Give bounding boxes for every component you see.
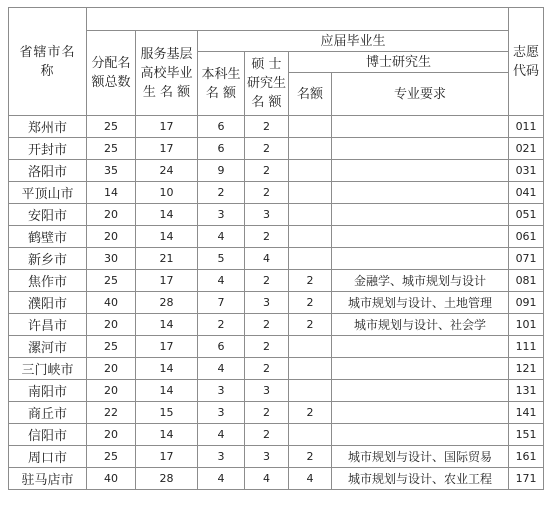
header-province-city xyxy=(9,8,87,116)
bachelor-cell: 3 xyxy=(198,380,245,402)
city-cell: 商丘市 xyxy=(9,402,87,424)
city-cell: 鹤壁市 xyxy=(9,226,87,248)
master-cell: 2 xyxy=(245,182,289,204)
bachelor-cell: 4 xyxy=(198,468,245,490)
table-row xyxy=(9,160,544,182)
header-grassroots-line2: 高校毕业 xyxy=(140,65,193,81)
header-quota-total xyxy=(87,31,136,116)
table-row xyxy=(9,468,544,490)
total-cell: 22 xyxy=(87,402,136,424)
table-row xyxy=(9,314,544,336)
phd-quota-cell xyxy=(289,424,332,446)
phd-quota-cell xyxy=(289,226,332,248)
major-cell xyxy=(332,248,509,270)
header-province-city-line2: 称 xyxy=(40,63,55,79)
phd-quota-cell xyxy=(289,380,332,402)
code-cell: 081 xyxy=(509,270,544,292)
city-cell: 南阳市 xyxy=(9,380,87,402)
bachelor-cell: 3 xyxy=(198,446,245,468)
master-cell: 2 xyxy=(245,424,289,446)
major-cell: 城市规划与设计、土地管理 xyxy=(332,292,509,314)
grassroots-cell: 17 xyxy=(136,116,198,138)
phd-quota-cell: 2 xyxy=(289,292,332,314)
header-master-line3: 名 额 xyxy=(251,95,282,110)
quota-table xyxy=(8,7,544,490)
city-cell: 信阳市 xyxy=(9,424,87,446)
code-cell: 091 xyxy=(509,292,544,314)
total-cell: 25 xyxy=(87,336,136,358)
table-row xyxy=(9,446,544,468)
total-cell: 35 xyxy=(87,160,136,182)
table-row xyxy=(9,226,544,248)
header-graduates: 应届毕业生 xyxy=(198,31,509,52)
code-cell: 161 xyxy=(509,446,544,468)
grassroots-cell: 21 xyxy=(136,248,198,270)
city-cell: 濮阳市 xyxy=(9,292,87,314)
total-cell: 20 xyxy=(87,204,136,226)
table-row xyxy=(9,182,544,204)
master-cell: 2 xyxy=(245,160,289,182)
code-cell: 071 xyxy=(509,248,544,270)
phd-quota-cell: 2 xyxy=(289,446,332,468)
grassroots-cell: 17 xyxy=(136,138,198,160)
header-bachelor-line2: 名 额 xyxy=(205,85,237,101)
major-cell: 城市规划与设计、社会学 xyxy=(332,314,509,336)
city-cell: 周口市 xyxy=(9,446,87,468)
major-cell: 城市规划与设计、国际贸易 xyxy=(332,446,509,468)
code-cell: 051 xyxy=(509,204,544,226)
code-cell: 131 xyxy=(509,380,544,402)
master-cell: 3 xyxy=(245,380,289,402)
code-cell: 151 xyxy=(509,424,544,446)
major-cell xyxy=(332,204,509,226)
total-cell: 40 xyxy=(87,468,136,490)
header-quota-total-line2: 额总数 xyxy=(91,75,131,90)
header-province-city-line1: 省辖市名 xyxy=(19,44,76,60)
bachelor-cell: 6 xyxy=(198,336,245,358)
header-bachelor xyxy=(198,52,245,116)
header-phd: 博士研究生 xyxy=(289,52,509,73)
major-cell xyxy=(332,160,509,182)
table-row xyxy=(9,358,544,380)
major-cell: 金融学、城市规划与设计 xyxy=(332,270,509,292)
header-master-line2: 研究生 xyxy=(246,76,286,91)
table-body xyxy=(9,116,544,490)
code-cell: 031 xyxy=(509,160,544,182)
code-cell: 101 xyxy=(509,314,544,336)
city-cell: 安阳市 xyxy=(9,204,87,226)
bachelor-cell: 2 xyxy=(198,182,245,204)
master-cell: 4 xyxy=(245,248,289,270)
grassroots-cell: 10 xyxy=(136,182,198,204)
phd-quota-cell xyxy=(289,138,332,160)
grassroots-cell: 15 xyxy=(136,402,198,424)
grassroots-cell: 14 xyxy=(136,226,198,248)
master-cell: 2 xyxy=(245,402,289,424)
grassroots-cell: 17 xyxy=(136,446,198,468)
grassroots-cell: 14 xyxy=(136,380,198,402)
header-master xyxy=(245,52,289,116)
code-cell: 061 xyxy=(509,226,544,248)
bachelor-cell: 4 xyxy=(198,270,245,292)
code-cell: 171 xyxy=(509,468,544,490)
phd-quota-cell xyxy=(289,182,332,204)
code-cell: 021 xyxy=(509,138,544,160)
phd-quota-cell: 2 xyxy=(289,402,332,424)
header-phd-quota: 名额 xyxy=(289,73,332,116)
header-master-line1: 硕 士 xyxy=(251,57,282,72)
phd-quota-cell xyxy=(289,160,332,182)
city-cell: 焦作市 xyxy=(9,270,87,292)
master-cell: 3 xyxy=(245,292,289,314)
bachelor-cell: 3 xyxy=(198,402,245,424)
master-cell: 2 xyxy=(245,336,289,358)
major-cell xyxy=(332,116,509,138)
grassroots-cell: 14 xyxy=(136,204,198,226)
grassroots-cell: 17 xyxy=(136,270,198,292)
master-cell: 2 xyxy=(245,314,289,336)
master-cell: 2 xyxy=(245,138,289,160)
major-cell xyxy=(332,424,509,446)
header-blank xyxy=(87,8,509,31)
phd-quota-cell xyxy=(289,358,332,380)
bachelor-cell: 4 xyxy=(198,226,245,248)
table-row xyxy=(9,138,544,160)
master-cell: 2 xyxy=(245,270,289,292)
total-cell: 14 xyxy=(87,182,136,204)
city-cell: 开封市 xyxy=(9,138,87,160)
table-row xyxy=(9,270,544,292)
table-row xyxy=(9,116,544,138)
header-grassroots-line1: 服务基层 xyxy=(140,46,193,62)
grassroots-cell: 28 xyxy=(136,468,198,490)
phd-quota-cell xyxy=(289,204,332,226)
master-cell: 4 xyxy=(245,468,289,490)
table-header xyxy=(9,8,544,116)
table-row xyxy=(9,336,544,358)
total-cell: 25 xyxy=(87,446,136,468)
bachelor-cell: 4 xyxy=(198,424,245,446)
major-cell xyxy=(332,138,509,160)
major-cell xyxy=(332,402,509,424)
table-row xyxy=(9,204,544,226)
total-cell: 25 xyxy=(87,116,136,138)
major-cell xyxy=(332,380,509,402)
bachelor-cell: 6 xyxy=(198,138,245,160)
grassroots-cell: 14 xyxy=(136,424,198,446)
bachelor-cell: 4 xyxy=(198,358,245,380)
total-cell: 20 xyxy=(87,314,136,336)
master-cell: 2 xyxy=(245,116,289,138)
city-cell: 郑州市 xyxy=(9,116,87,138)
city-cell: 漯河市 xyxy=(9,336,87,358)
master-cell: 2 xyxy=(245,226,289,248)
bachelor-cell: 3 xyxy=(198,204,245,226)
master-cell: 2 xyxy=(245,358,289,380)
phd-quota-cell xyxy=(289,116,332,138)
bachelor-cell: 7 xyxy=(198,292,245,314)
total-cell: 20 xyxy=(87,358,136,380)
code-cell: 041 xyxy=(509,182,544,204)
table-row xyxy=(9,380,544,402)
total-cell: 30 xyxy=(87,248,136,270)
bachelor-cell: 9 xyxy=(198,160,245,182)
header-grassroots-line3: 生 名 额 xyxy=(142,84,191,100)
city-cell: 三门峡市 xyxy=(9,358,87,380)
master-cell: 3 xyxy=(245,446,289,468)
header-quota-total-line1: 分配名 xyxy=(91,56,131,71)
total-cell: 40 xyxy=(87,292,136,314)
header-code-line1: 志愿 xyxy=(513,44,540,60)
header-grassroots xyxy=(136,31,198,116)
city-cell: 新乡市 xyxy=(9,248,87,270)
grassroots-cell: 24 xyxy=(136,160,198,182)
major-cell: 城市规划与设计、农业工程 xyxy=(332,468,509,490)
city-cell: 许昌市 xyxy=(9,314,87,336)
code-cell: 141 xyxy=(509,402,544,424)
table-row xyxy=(9,402,544,424)
bachelor-cell: 2 xyxy=(198,314,245,336)
grassroots-cell: 14 xyxy=(136,358,198,380)
table-row xyxy=(9,424,544,446)
header-code-line2: 代码 xyxy=(513,63,540,79)
phd-quota-cell xyxy=(289,336,332,358)
city-cell: 平顶山市 xyxy=(9,182,87,204)
phd-quota-cell: 4 xyxy=(289,468,332,490)
code-cell: 011 xyxy=(509,116,544,138)
header-phd-major: 专业要求 xyxy=(332,73,509,116)
city-cell: 洛阳市 xyxy=(9,160,87,182)
major-cell xyxy=(332,226,509,248)
phd-quota-cell xyxy=(289,248,332,270)
header-code xyxy=(509,8,544,116)
code-cell: 111 xyxy=(509,336,544,358)
grassroots-cell: 28 xyxy=(136,292,198,314)
total-cell: 20 xyxy=(87,424,136,446)
code-cell: 121 xyxy=(509,358,544,380)
grassroots-cell: 14 xyxy=(136,314,198,336)
total-cell: 20 xyxy=(87,226,136,248)
master-cell: 3 xyxy=(245,204,289,226)
total-cell: 20 xyxy=(87,380,136,402)
phd-quota-cell: 2 xyxy=(289,314,332,336)
phd-quota-cell: 2 xyxy=(289,270,332,292)
table-row xyxy=(9,292,544,314)
bachelor-cell: 6 xyxy=(198,116,245,138)
bachelor-cell: 5 xyxy=(198,248,245,270)
major-cell xyxy=(332,336,509,358)
header-bachelor-line1: 本科生 xyxy=(201,66,241,82)
major-cell xyxy=(332,358,509,380)
city-cell: 驻马店市 xyxy=(9,468,87,490)
total-cell: 25 xyxy=(87,138,136,160)
grassroots-cell: 17 xyxy=(136,336,198,358)
major-cell xyxy=(332,182,509,204)
total-cell: 25 xyxy=(87,270,136,292)
table-row xyxy=(9,248,544,270)
